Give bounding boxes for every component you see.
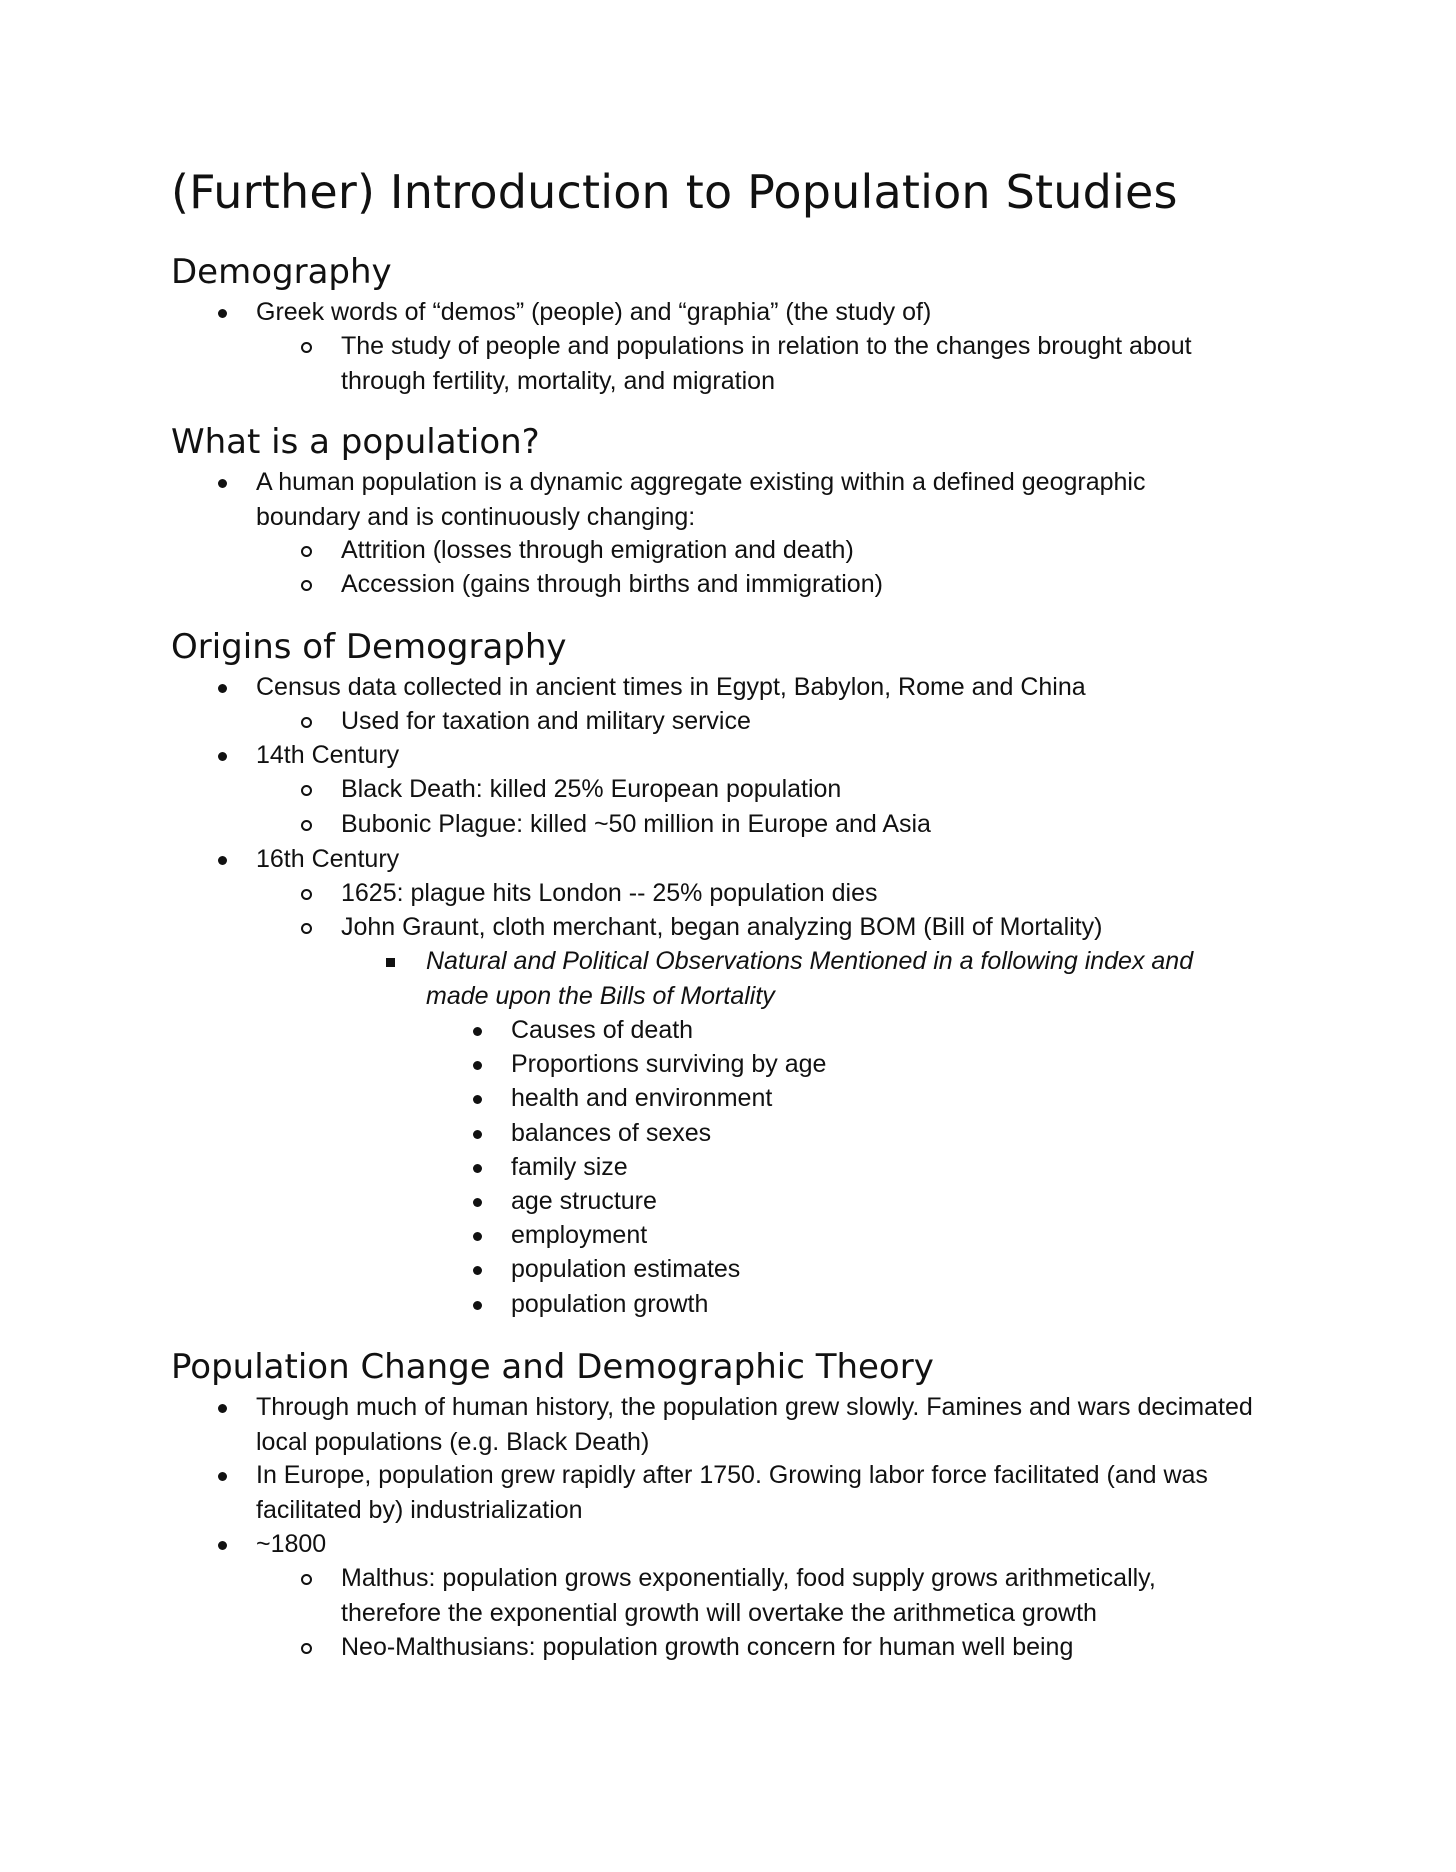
circle-bullet-icon bbox=[301, 785, 312, 796]
list-item-text: age structure bbox=[511, 1187, 657, 1215]
list-item bbox=[511, 1150, 1251, 1185]
list-item-text: The study of people and populations in relation to the changes brought about through fertility, mortality, and migration bbox=[341, 332, 1192, 395]
disc-bullet-icon bbox=[473, 1130, 482, 1139]
list-item bbox=[341, 533, 1251, 568]
list-item bbox=[256, 842, 1256, 877]
square-bullet-icon bbox=[386, 958, 395, 967]
list-item bbox=[256, 1458, 1256, 1527]
list-item bbox=[511, 1081, 1251, 1116]
list-item bbox=[256, 1390, 1256, 1459]
disc-bullet-icon bbox=[218, 479, 227, 488]
disc-bullet-icon bbox=[473, 1232, 482, 1241]
disc-bullet-icon bbox=[218, 1541, 227, 1550]
list-item bbox=[256, 1527, 1256, 1562]
list-item bbox=[341, 876, 1251, 911]
list-item-text: ~1800 bbox=[256, 1530, 327, 1558]
disc-bullet-icon bbox=[473, 1061, 482, 1070]
list-item-text: Causes of death bbox=[511, 1016, 694, 1044]
circle-bullet-icon bbox=[301, 717, 312, 728]
list-item-text: John Graunt, cloth merchant, began analyzing BOM (Bill of Mortality) bbox=[341, 913, 1103, 941]
disc-bullet-icon bbox=[473, 1198, 482, 1207]
list-item bbox=[341, 807, 1251, 842]
disc-bullet-icon bbox=[218, 752, 227, 761]
circle-bullet-icon bbox=[301, 1643, 312, 1654]
list-item-text: health and environment bbox=[511, 1084, 773, 1112]
disc-bullet-icon bbox=[218, 1404, 227, 1413]
list-item-text: 14th Century bbox=[256, 741, 400, 769]
section-heading: What is a population? bbox=[171, 422, 540, 462]
disc-bullet-icon bbox=[218, 856, 227, 865]
list-item bbox=[511, 1013, 1251, 1048]
disc-bullet-icon bbox=[218, 309, 227, 318]
disc-bullet-icon bbox=[473, 1301, 482, 1310]
list-item bbox=[511, 1184, 1251, 1219]
list-item bbox=[341, 910, 1251, 945]
list-item-text: Census data collected in ancient times in Egypt, Babylon, Rome and China bbox=[256, 673, 1086, 701]
circle-bullet-icon bbox=[301, 923, 312, 934]
list-item-text: A human population is a dynamic aggregate existing within a defined geographic boundary and is continuously changing: bbox=[256, 468, 1146, 531]
list-item-text: Attrition (losses through emigration and death) bbox=[341, 536, 854, 564]
list-item bbox=[511, 1287, 1251, 1322]
list-item bbox=[256, 738, 1256, 773]
list-item-text: balances of sexes bbox=[511, 1119, 712, 1147]
list-item-text: population estimates bbox=[511, 1255, 741, 1283]
circle-bullet-icon bbox=[301, 342, 312, 353]
list-item-text: Proportions surviving by age bbox=[511, 1050, 827, 1078]
section-heading: Origins of Demography bbox=[171, 627, 567, 667]
list-item bbox=[256, 670, 1256, 705]
list-item-text: Neo-Malthusians: population growth concern for human well being bbox=[341, 1633, 1074, 1661]
list-item bbox=[341, 1630, 1251, 1665]
circle-bullet-icon bbox=[301, 1574, 312, 1585]
list-item-text: In Europe, population grew rapidly after 1750. Growing labor force facilitated (and was facilitated by) industrialization bbox=[256, 1461, 1208, 1524]
disc-bullet-icon bbox=[218, 1472, 227, 1481]
circle-bullet-icon bbox=[301, 820, 312, 831]
disc-bullet-icon bbox=[473, 1095, 482, 1104]
disc-bullet-icon bbox=[473, 1027, 482, 1036]
section-heading: Demography bbox=[171, 252, 392, 292]
list-item bbox=[511, 1047, 1251, 1082]
list-item bbox=[341, 772, 1251, 807]
disc-bullet-icon bbox=[218, 684, 227, 693]
list-item bbox=[341, 704, 1251, 739]
list-item-text: 16th Century bbox=[256, 845, 400, 873]
list-item-text: Natural and Political Observations Mentioned in a following index and made upon the Bills of Mortality bbox=[426, 947, 1194, 1010]
disc-bullet-icon bbox=[473, 1164, 482, 1173]
list-item bbox=[256, 295, 1256, 330]
list-item-text: Through much of human history, the population grew slowly. Famines and wars decimated local populations (e.g. Black Death) bbox=[256, 1393, 1253, 1456]
list-item bbox=[511, 1116, 1251, 1151]
list-item-text: population growth bbox=[511, 1290, 709, 1318]
disc-bullet-icon bbox=[473, 1266, 482, 1275]
list-item bbox=[511, 1252, 1251, 1287]
list-item-text: Malthus: population grows exponentially, food supply grows arithmetically, therefore the exponential growth will overtake the arithmetica growth bbox=[341, 1564, 1156, 1627]
list-item-text: 1625: plague hits London -- 25% population dies bbox=[341, 879, 878, 907]
circle-bullet-icon bbox=[301, 889, 312, 900]
list-item bbox=[256, 465, 1256, 534]
document-title: (Further) Introduction to Population Studies bbox=[171, 165, 1178, 219]
list-item bbox=[341, 567, 1251, 602]
list-item-text: Greek words of “demos” (people) and “graphia” (the study of) bbox=[256, 298, 932, 326]
circle-bullet-icon bbox=[301, 580, 312, 591]
list-item bbox=[426, 944, 1256, 1013]
list-item-text: employment bbox=[511, 1221, 648, 1249]
circle-bullet-icon bbox=[301, 546, 312, 557]
list-item-text: Bubonic Plague: killed ~50 million in Europe and Asia bbox=[341, 810, 931, 838]
list-item-text: Accession (gains through births and immigration) bbox=[341, 570, 883, 598]
list-item-text: Black Death: killed 25% European population bbox=[341, 775, 842, 803]
section-heading: Population Change and Demographic Theory bbox=[171, 1347, 934, 1387]
list-item bbox=[341, 329, 1251, 398]
list-item bbox=[341, 1561, 1251, 1630]
list-item-text: Used for taxation and military service bbox=[341, 707, 751, 735]
list-item bbox=[511, 1218, 1251, 1253]
list-item-text: family size bbox=[511, 1153, 628, 1181]
